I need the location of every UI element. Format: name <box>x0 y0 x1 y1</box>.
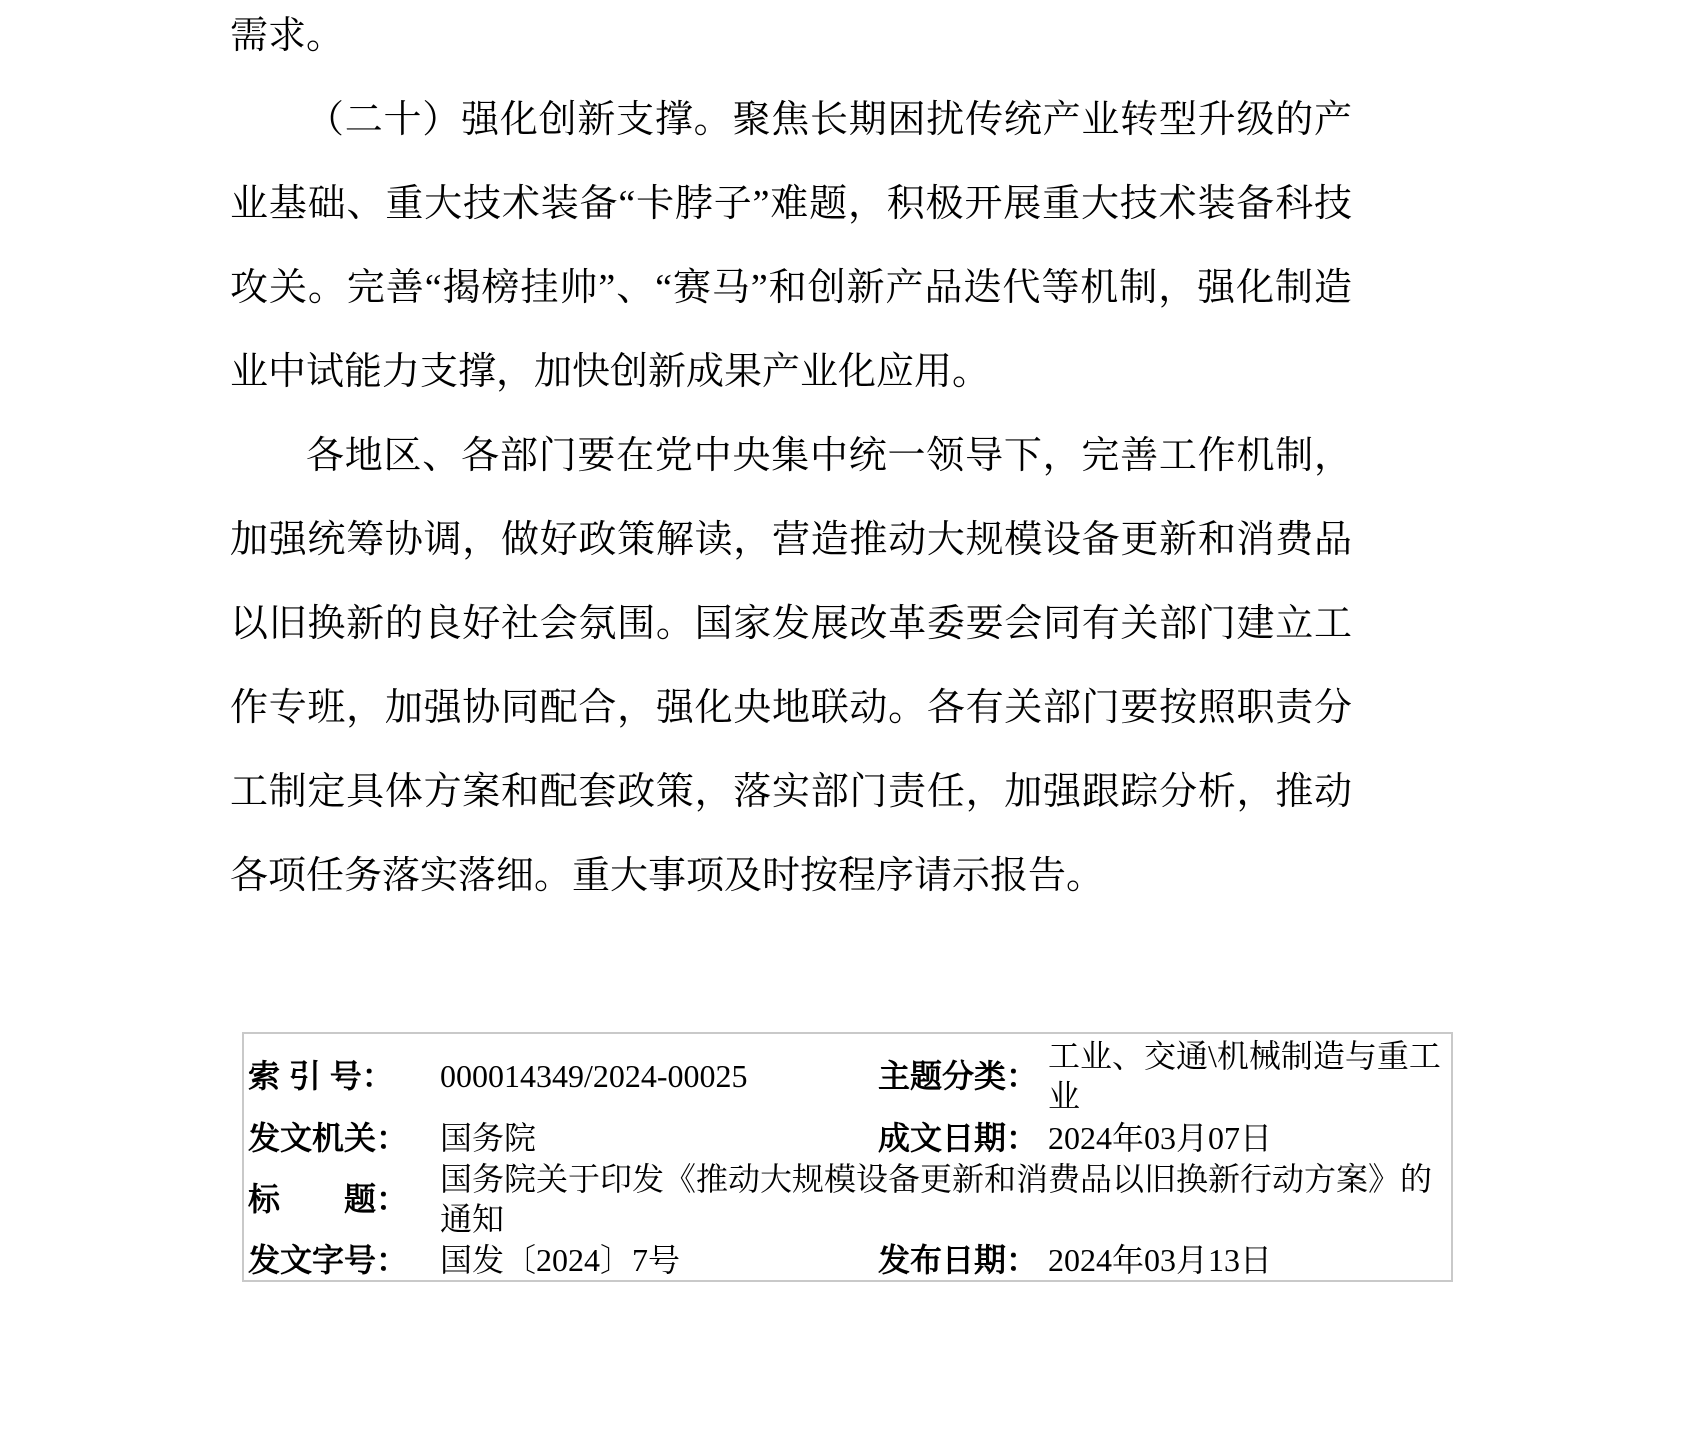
document-metadata-table <box>242 1032 1453 1282</box>
title-label: 标 题： <box>248 1181 409 1217</box>
issuing-agency-label: 发文机关： <box>248 1120 409 1156</box>
paragraph-closing: 各地区、各部门要在党中央集中统一领导下，完善工作机制，加强统筹协调，做好政策解读，营造推动大规模设备更新和消费品以旧换新的良好社会氛围。国家发展改革委要会同有关部门建立工作专班，加强协同配合，强化央地联动。各有关部门要按照职责分工制定具体方案和配套政策，落实部门责任，加强跟踪分析，推动各项任务落实落细。重大事项及时按程序请示报告。 <box>230 435 1352 897</box>
title-value: 国务院关于印发《推动大规模设备更新和消费品以旧换新行动方案》的通知 <box>440 1161 1433 1237</box>
document-number-label: 发文字号： <box>248 1242 409 1278</box>
index-number-label: 索 引 号： <box>248 1058 394 1094</box>
topic-category-label: 主题分类： <box>878 1058 1039 1094</box>
issuing-agency-value: 国务院 <box>440 1120 537 1156</box>
index-number-value: 000014349/2024-00025 <box>440 1058 748 1094</box>
topic-category-value: 工业、交通\机械制造与重工业 <box>1048 1038 1441 1114</box>
written-date-value: 2024年03月07日 <box>1048 1120 1273 1156</box>
publish-date-label: 发布日期： <box>878 1242 1039 1278</box>
paragraph-section-20: （二十）强化创新支撑。聚焦长期困扰传统产业转型升级的产业基础、重大技术装备“卡脖子”难题，积极开展重大技术装备科技攻关。完善“揭榜挂帅”、“赛马”和创新产品迭代等机制，强化制造业中试能力支撑，加快创新成果产业化应用。 <box>230 99 1352 393</box>
document-number-value: 国发〔2024〕7号 <box>440 1242 681 1278</box>
paragraph-continuation: 需求。 <box>230 15 345 57</box>
written-date-label: 成文日期： <box>878 1120 1039 1156</box>
publish-date-value: 2024年03月13日 <box>1048 1242 1273 1278</box>
document-body-text <box>230 0 1352 918</box>
